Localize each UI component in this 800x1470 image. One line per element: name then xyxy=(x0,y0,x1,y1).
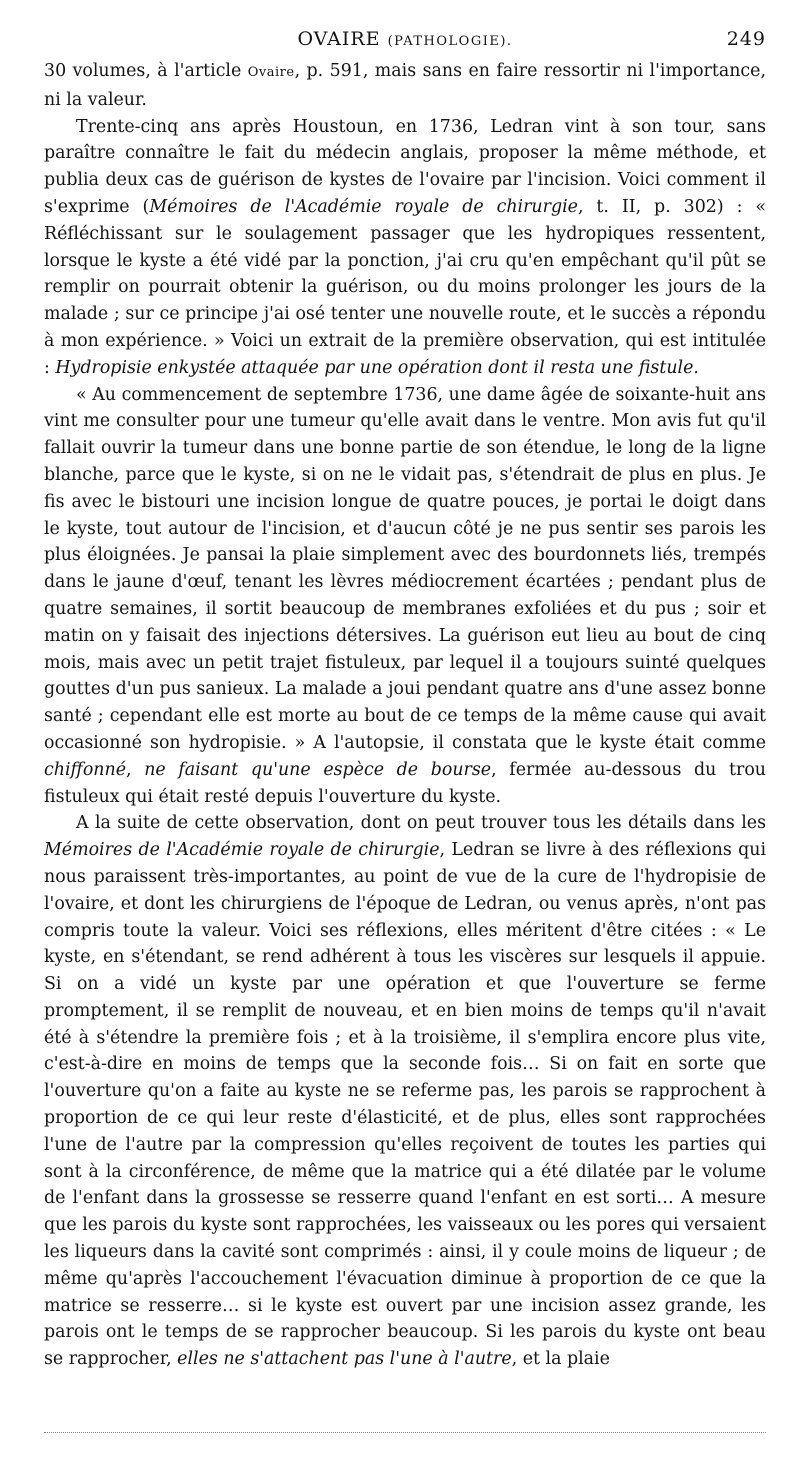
p4-text-c: , et la plaie xyxy=(511,1349,610,1370)
bottom-rule xyxy=(44,1432,766,1433)
p3-italic-b: ne faisant qu'une espèce de bourse xyxy=(144,759,492,780)
paragraph-4 xyxy=(44,810,766,1373)
paragraph-1 xyxy=(44,58,766,114)
p1-ovaire-small-caps: Ovaire xyxy=(247,65,295,80)
p3-text-c: , fermée au-dessous du trou fistuleux qui était resté depuis l'ouverture du kyste. xyxy=(44,759,767,807)
p4-text-b: , Ledran se livre à des réflexions qui nous paraissent très-importantes, au point de vue de la cure de l'hydropisie de l'ovaire, et dont les chirurgiens de l'époque de Ledran, ou venus après, n'ont pas compris toute la valeur. Voici ses réflexions, elles méritent d'être citées : « Le kyste, en s'étendant, se rend adhérent à tous les viscères sur lesquels il appuie. Si on a vidé un kyste par une opération et que l'ouverture se ferme promptement, il se remplit de nouveau, et en bien moins de temps qu'il n'avait été à s'étendre la première fois ; et à la troisième, il s'emplira encore plus vite, c'est-à-dire en moins de temps que la seconde fois… Si on fait en sorte que l'ouverture qu'on a faite au kyste ne se referme pas, les parois se rapprochent à proportion de ce qui leur reste d'élasticité, et de plus, elles sont rapprochées l'une de l'autre par la compression qu'elles reçoivent de toutes les parties qui sont à la circonférence, de même que la matrice qui a été dilatée par le volume de l'enfant dans la grossesse se resserre quand l'enfant en est sorti… A mesure que les parois du kyste sont rapprochées, les vaisseaux ou les pores qui versaient les liqueurs dans la cavité sont comprimés : ainsi, il y coule moins de liqueur ; de même qu'après l'accouchement l'évacuation diminue à proportion de ce que la matrice se resserre… si le kyste est ouvert par une incision assez grande, les parois ont le temps de se rapprocher beaucoup. Si les parois du kyste ont beau se rapprocher, xyxy=(44,840,767,1370)
body-text xyxy=(44,58,766,1373)
page-number: 249 xyxy=(726,28,766,50)
p3-text-b: , xyxy=(126,759,145,780)
p4-memoires-italic: Mémoires de l'Académie royale de chirurgie xyxy=(44,840,440,861)
paragraph-3 xyxy=(44,382,766,811)
running-head xyxy=(44,28,766,58)
p3-italic-a: chiffonné xyxy=(44,759,126,780)
p1-text-b: , p. 591, mais sans en faire ressortir ni l'importance, ni la valeur. xyxy=(44,61,766,110)
p4-text-a: A la suite de cette observation, dont on peut trouver tous les détails dans les xyxy=(76,813,766,834)
running-title-sub: (PATHOLOGIE). xyxy=(387,34,513,49)
paragraph-2 xyxy=(44,114,766,382)
p2-text-a: Trente-cinq ans après Houstoun, en 1736, Ledran vint à son tour, sans paraître connaître le fait du médecin anglais, proposer la même méthode, et publia deux cas de guérison de kystes de l'ovaire par l'incision. Voici comment il s'exprime ( xyxy=(44,116,766,217)
p2-title-italic: Hydropisie enkystée attaquée par une opération dont il resta une fistule. xyxy=(55,357,699,378)
running-title xyxy=(44,28,766,50)
running-title-main: OVAIRE xyxy=(297,28,381,50)
p2-memoires-italic: Mémoires de l'Académie royale de chirurgie xyxy=(149,196,578,217)
p3-text-a: « Au commencement de septembre 1736, une dame âgée de soixante-huit ans vint me consulter pour une tumeur qu'elle avait dans le ventre. Mon avis fut qu'il fallait ouvrir la tumeur dans une bonne partie de son étendue, le long de la ligne blanche, parce que le kyste, si on ne le vidait pas, s'étendrait de plus en plus. Je fis avec le bistouri une incision longue de quatre pouces, je portai le doigt dans le kyste, tout autour de l'incision, et d'aucun côté je ne pus sentir ses parois les plus éloignées. Je pansai la plaie simplement avec des bourdonnets liés, trempés dans le jaune d'œuf, tenant les lèvres médiocrement écartées ; pendant plus de quatre semaines, il sortit beaucoup de membranes exfoliées et du pus ; soir et matin on y faisait des injections détersives. La guérison eut lieu au bout de cinq mois, mais avec un petit trajet fistuleux, par lequel il a toujours suinté quelques gouttes d'un pus sanieux. La malade a joui pendant quatre ans d'une assez bonne santé ; cependant elle est morte au bout de ce temps de la même cause qui avait occasionné son hydropisie. » A l'autopsie, il constata que le kyste était comme xyxy=(44,384,766,753)
p2-text-b: , t. II, p. 302) : « Réfléchissant sur le soulagement passager que les hydropiques ressentent, lorsque le kyste a été vidé par la ponction, j'ai cru qu'en empêchant qu'il pût se remplir on pourrait obtenir la guérison, ou du moins prolonger les jours de la malade ; sur ce principe j'ai osé tenter une nouvelle route, et le succès a répondu à mon expérience. » Voici un extrait de la première observation, qui est intitulée : xyxy=(44,196,766,378)
p4-italic-a: elles ne s'attachent pas l'une à l'autre xyxy=(177,1349,512,1370)
p1-text-a: 30 volumes, à l'article xyxy=(44,61,248,81)
